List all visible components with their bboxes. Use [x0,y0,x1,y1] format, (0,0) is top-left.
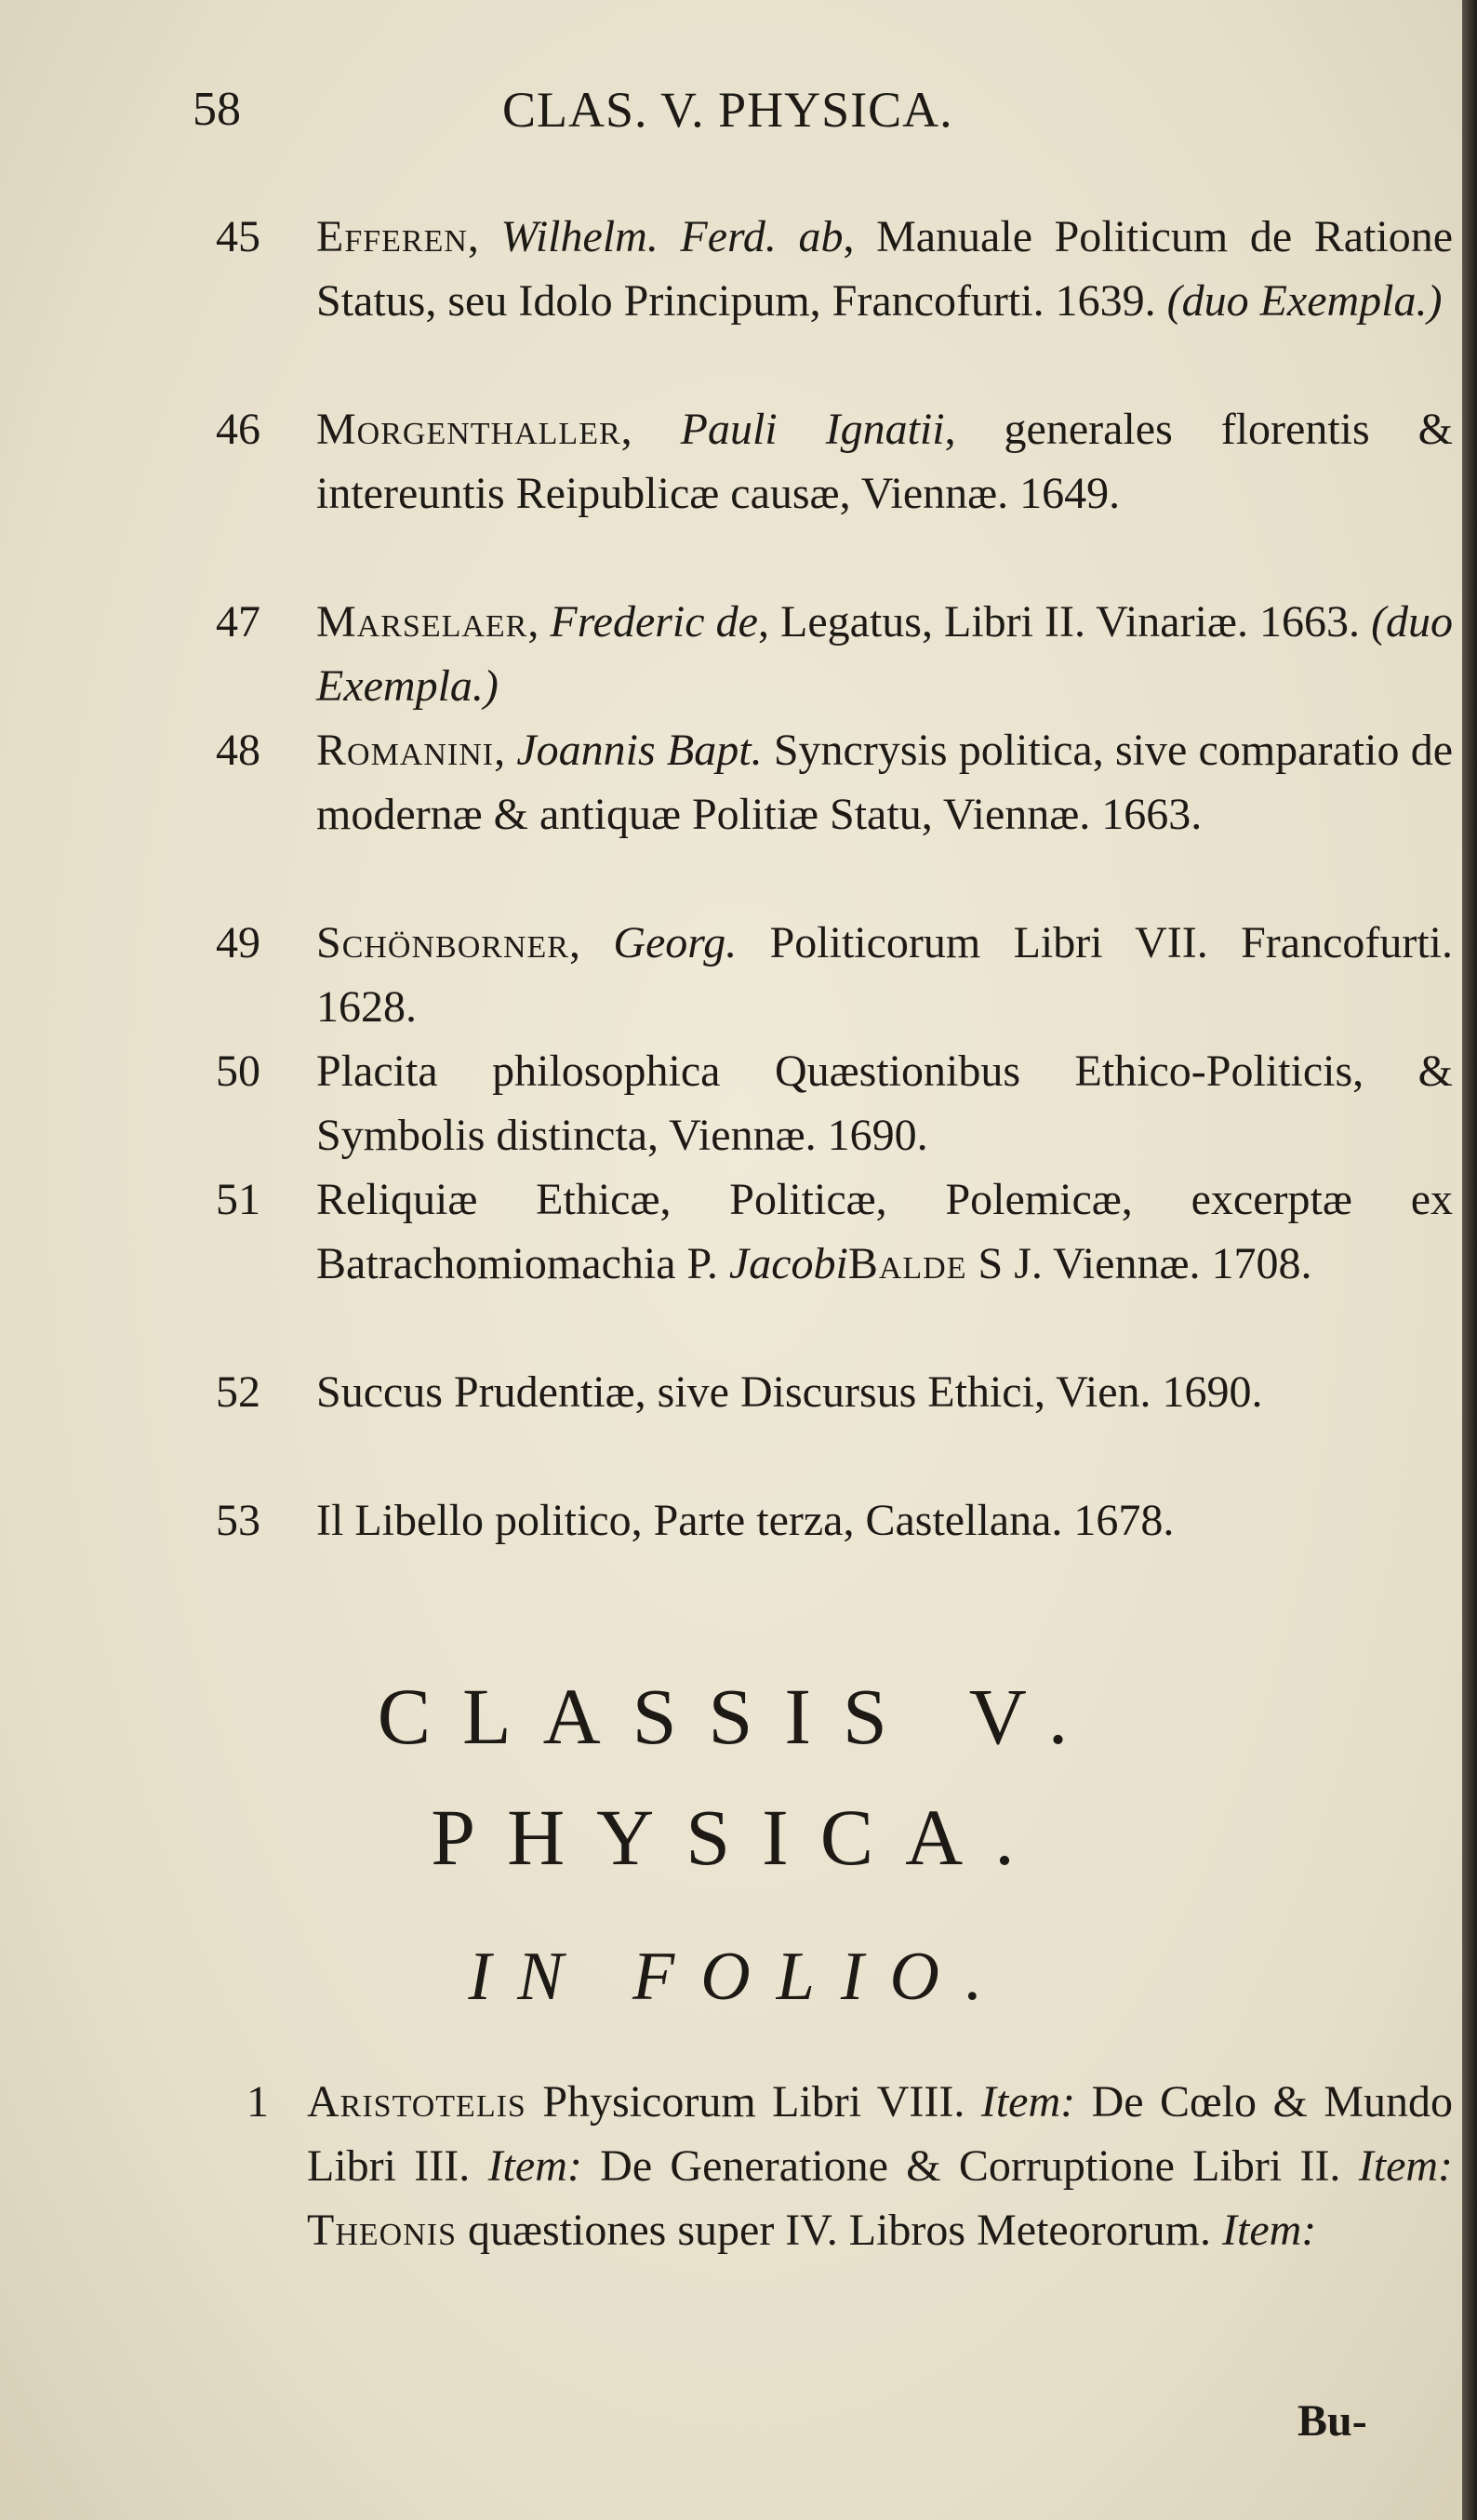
entry-note: (duo Exempla.) [1166,276,1443,326]
item-marker: Item: [487,2141,582,2191]
entry-text [307,2070,1453,2262]
page-edge-shadow [1462,0,1477,2520]
section-title: PHYSICA. [431,1793,1046,1882]
entry-number: 52 [216,1367,260,1417]
entry-title: De Cœlo & Mundo Libri III. [307,2077,1454,2191]
entry-forename: Wilhelm. Ferd. ab [500,212,844,261]
entry-author: Theonis [307,2206,457,2255]
entry-title: De Generatione & Corruptione Libri II. [600,2141,1341,2191]
entry-text: Efferen, Wilhelm. Ferd. ab, Manuale Politicum de Ratione Status, seu Idolo Principum, Francofurti. 1639. (duo Exempla.) [316,212,1453,326]
section-format: IN FOLIO. [468,1939,1009,2015]
entry-text [316,1167,1453,1296]
entry-forename: Pauli Ignatii [680,405,945,454]
entry-author: Morgenthaller [316,405,621,454]
entry-number: 47 [216,597,260,647]
item-marker: Item: [1222,2206,1317,2255]
entry-author: Marselaer [316,597,528,647]
entry-text: Placita philosophica Quæstionibus Ethico-Politicis, & Symbolis distincta, Viennæ. 1690. [316,1047,1453,1160]
entry-number: 49 [216,918,260,967]
entry-title: generales florentis & intereuntis Reipublicæ causæ, Viennæ. 1649. [316,405,1453,518]
catchword: Bu- [1297,2396,1367,2446]
entry-forename: Frederic de [550,597,758,647]
entry-number: 48 [216,726,260,775]
entry-text: Romanini, Joannis Bapt. Syncrysis politica, sive comparatio de modernæ & antiquæ Politiæ Statu, Viennæ. 1663. [316,726,1453,839]
entry-text: Schönborner, Georg. Politicorum Libri VII. Francofurti. 1628. [316,918,1454,1032]
entry-number: 51 [216,1175,260,1224]
entry-title: Legatus, Libri II. Vinariæ. 1663. [780,597,1360,647]
entry-number: 50 [216,1047,260,1096]
entry-author: Schönborner [316,918,569,967]
entry-number: 53 [216,1496,260,1545]
entry-number: 1 [246,2077,269,2127]
entry-forename: Georg. [613,918,738,967]
entry-title: Physicorum Libri VIII. [542,2077,965,2127]
entry-title: Reliquiæ Ethicæ, Politicæ, Polemicæ, excerptæ ex Batrachomiomachia P. [316,1175,1453,1288]
entry-text: Succus Prudentiæ, sive Discursus Ethici, Vien. 1690. [316,1367,1263,1417]
page-number: 58 [193,83,241,136]
entry-author: Efferen [316,212,468,261]
section-classis: CLASSIS V. [377,1672,1100,1761]
entry-note: (duo Exempla.) [316,597,1454,711]
entry-number: 45 [216,212,260,261]
entry-author: Aristotelis [307,2077,526,2127]
entry-number: 46 [216,405,260,454]
entry-text: Marselaer, Frederic de, Legatus, Libri II. Vinariæ. 1663. (duo Exempla.) [316,597,1454,711]
entry-author: Romanini [316,726,495,775]
entry-forename: Jacobi [728,1239,848,1288]
item-marker: Item: [1358,2141,1454,2191]
entry-text: Il Libello politico, Parte terza, Castellana. 1678. [316,1496,1175,1545]
entry-title: quæstiones super IV. Libros Meteororum. [467,2206,1212,2255]
entry-imprint: S J. Viennæ. 1708. [978,1239,1312,1288]
entry-title: Manuale Politicum de Ratione Status, seu Idolo Principum, Francofurti. 1639. [316,212,1453,326]
entry-title: Syncrysis politica, sive comparatio de modernæ & antiquæ Politiæ Statu, Viennæ. 1663. [316,726,1453,839]
item-marker: Item: [980,2077,1076,2127]
entry-title: Politicorum Libri VII. Francofurti. 1628. [316,918,1454,1032]
running-title: CLAS. V. PHYSICA. [502,82,953,138]
entry-text: Morgenthaller, Pauli Ignatii, generales florentis & intereuntis Reipublicæ causæ, Viennæ. 1649. [316,405,1453,518]
entry-author: Balde [847,1239,967,1288]
entry-forename: Joannis Bapt. [516,726,763,775]
